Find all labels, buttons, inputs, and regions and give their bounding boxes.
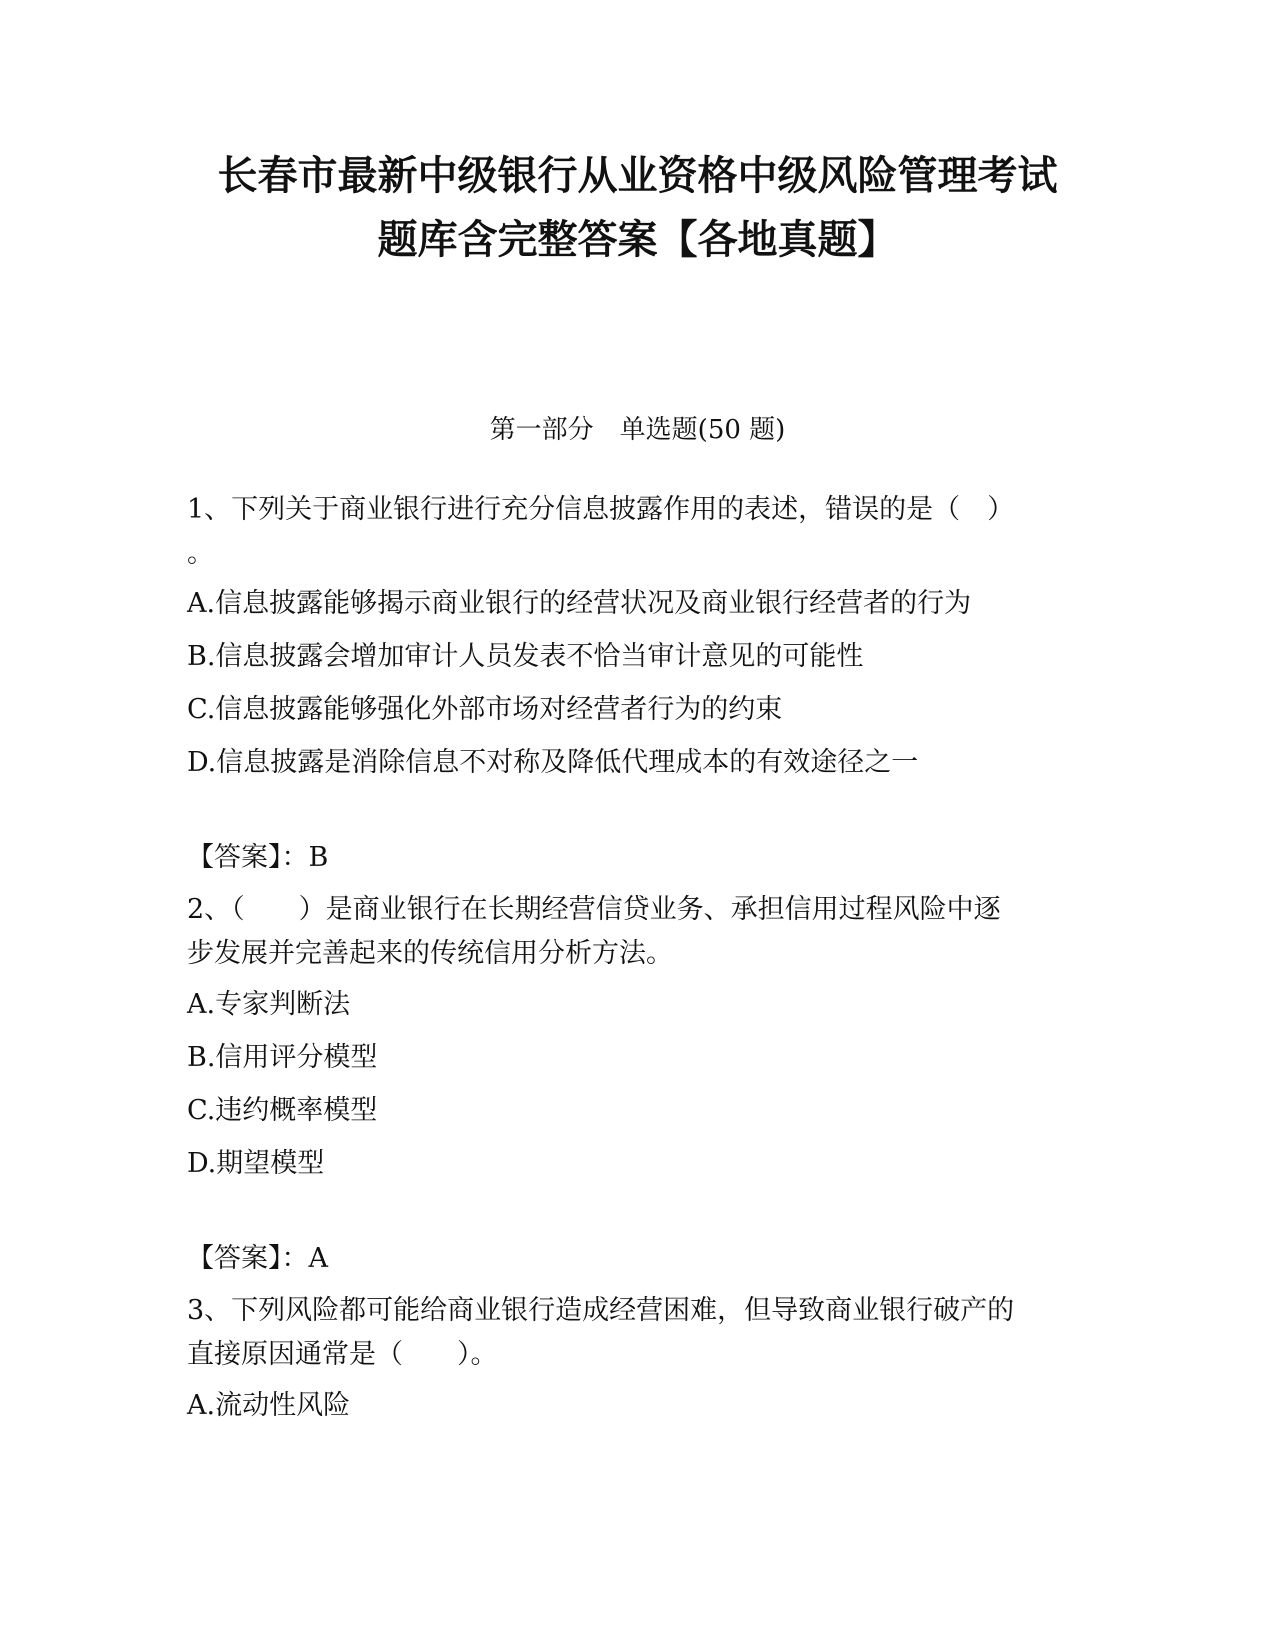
question-1-option-c: C.信息披露能够强化外部市场对经营者行为的约束: [187, 694, 783, 725]
question-1-answer: 【答案】：B: [187, 842, 329, 873]
question-3-stem-line-1: 3、下列风险都可能给商业银行造成经营困难，但导致商业银行破产的: [187, 1295, 1015, 1326]
question-2-option-a: A.专家判断法: [187, 989, 351, 1020]
question-1-stem-line-2: 。: [187, 538, 214, 569]
question-3-stem-line-2: 直接原因通常是（ ）。: [187, 1339, 498, 1370]
question-2-stem-line-1: 2、（ ）是商业银行在长期经营信贷业务、承担信用过程风险中逐: [187, 894, 1001, 925]
section-heading: 第一部分 单选题(50 题): [489, 415, 786, 445]
document-title: [150, 144, 1125, 272]
question-1-option-b: B.信息披露会增加审计人员发表不恰当审计意见的可能性: [187, 641, 864, 672]
question-2-option-d: D.期望模型: [187, 1148, 325, 1179]
question-2-stem-line-2: 步发展并完善起来的传统信用分析方法。: [187, 938, 673, 969]
title-line-1: 长春市最新中级银行从业资格中级风险管理考试: [217, 153, 1058, 199]
question-2-answer: 【答案】：A: [187, 1243, 328, 1274]
question-2-option-c: C.违约概率模型: [187, 1095, 378, 1126]
question-1-stem-line-1: 1、下列关于商业银行进行充分信息披露作用的表述，错误的是（ ）: [187, 494, 1015, 525]
title-line-2: 题库含完整答案【各地真题】: [377, 217, 898, 263]
question-2-option-b: B.信用评分模型: [187, 1042, 378, 1073]
question-1-option-d: D.信息披露是消除信息不对称及降低代理成本的有效途径之一: [187, 747, 919, 778]
question-3-option-a: A.流动性风险: [187, 1390, 351, 1421]
question-1-option-a: A.信息披露能够揭示商业银行的经营状况及商业银行经营者的行为: [187, 588, 972, 619]
